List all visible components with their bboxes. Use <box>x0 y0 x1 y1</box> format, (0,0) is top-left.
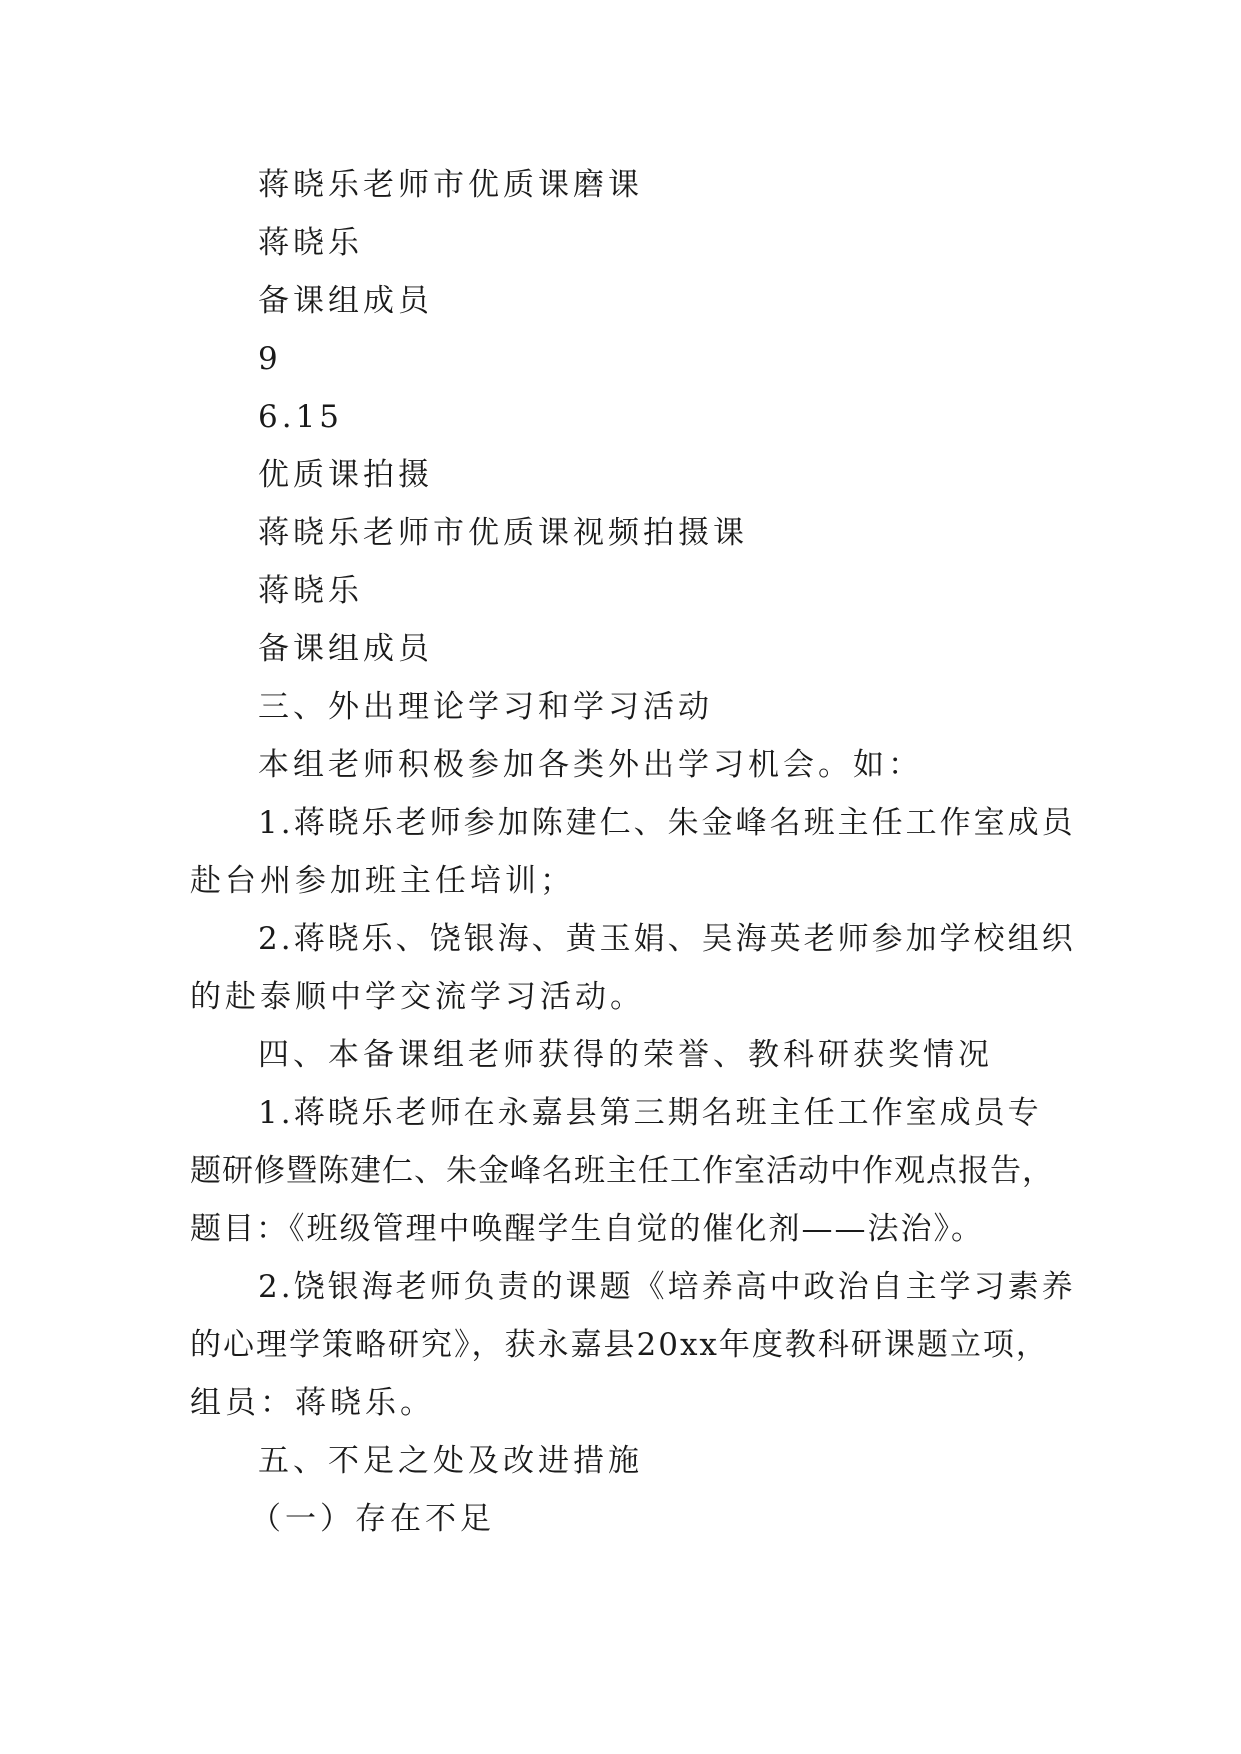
section-heading: 四、本备课组老师获得的荣誉、教科研获奖情况 <box>258 1037 993 1073</box>
paragraph-line: 1.蒋晓乐老师在永嘉县第三期名班主任工作室成员专 <box>258 1095 1042 1131</box>
paragraph-line: 2.饶银海老师负责的课题《培养高中政治自主学习素养 <box>258 1269 1076 1305</box>
paragraph-line: 本组老师积极参加各类外出学习机会。如： <box>258 747 923 783</box>
paragraph-line: 赴台州参加班主任培训； <box>190 863 575 899</box>
text-line: 蒋晓乐老师市优质课视频拍摄课 <box>258 515 748 551</box>
text-line: 蒋晓乐 <box>258 225 363 261</box>
paragraph-line: 2.蒋晓乐、饶银海、黄玉娟、吴海英老师参加学校组织 <box>258 921 1076 957</box>
paragraph-line: 题研修暨陈建仁、朱金峰名班主任工作室活动中作观点报告， <box>190 1153 1054 1189</box>
section-heading: 三、外出理论学习和学习活动 <box>258 689 713 725</box>
paragraph-line: 的赴泰顺中学交流学习活动。 <box>190 979 645 1015</box>
paragraph-line: 组员：蒋晓乐。 <box>190 1385 435 1421</box>
paragraph-line: 的心理学策略研究》，获永嘉县20xx年度教科研课题立项， <box>190 1327 1049 1363</box>
text-line: 蒋晓乐老师市优质课磨课 <box>258 167 643 203</box>
text-line: 6.15 <box>258 399 344 435</box>
paragraph-line: 题目：《班级管理中唤醒学生自觉的催化剂——法治》。 <box>190 1211 984 1247</box>
text-line: 9 <box>258 341 282 377</box>
text-line: 优质课拍摄 <box>258 457 433 493</box>
paragraph-line: 1.蒋晓乐老师参加陈建仁、朱金峰名班主任工作室成员 <box>258 805 1076 841</box>
text-line: 备课组成员 <box>258 283 433 319</box>
text-line: 备课组成员 <box>258 631 433 667</box>
subsection-heading: （一）存在不足 <box>250 1501 495 1537</box>
text-line: 蒋晓乐 <box>258 573 363 609</box>
section-heading: 五、不足之处及改进措施 <box>258 1443 643 1479</box>
